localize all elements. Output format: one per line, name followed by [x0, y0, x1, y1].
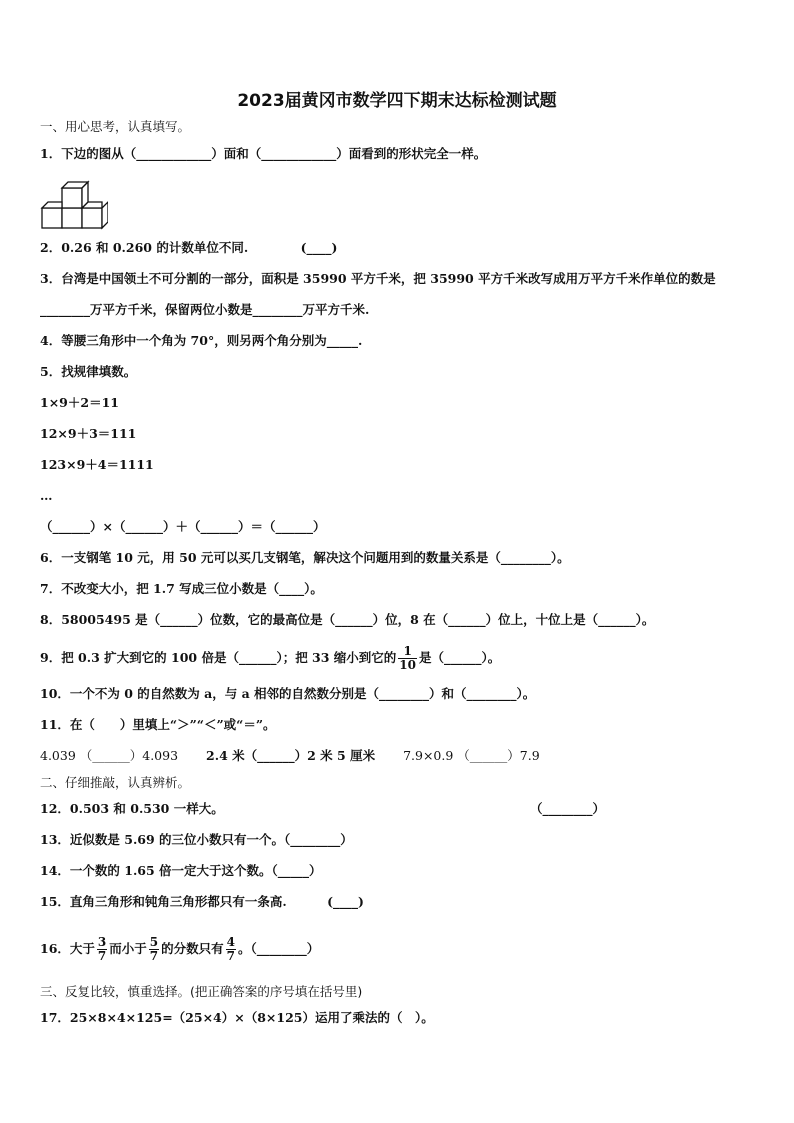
section-2-heading: 二、仔细推敲，认真辨析。	[40, 775, 191, 790]
question-17: 17．25×8×4×125=（25×4）×（8×125）运用了乘法的（ ）。	[40, 1010, 434, 1025]
question-11-items	[40, 747, 540, 765]
question-2	[40, 239, 337, 257]
question-2-text: 2．0.26 和 0.260 的计数单位不同.	[40, 240, 249, 255]
question-13: 13．近似数是 5.69 的三位小数只有一个。（________）	[40, 832, 353, 847]
question-15-text: 15．直角三角形和钝角三角形都只有一条高.	[40, 894, 287, 909]
question-1: 1．下边的图从（____________）面和（____________）面看到的形状完全一样。	[40, 146, 487, 161]
question-12-text: 12．0.503 和 0.530 一样大。	[40, 801, 224, 816]
fraction-one-tenth	[398, 645, 417, 672]
fraction-three-sevenths	[97, 936, 107, 963]
page-title: 2023届黄冈市数学四下期末达标检测试题	[237, 91, 557, 111]
question-9	[40, 641, 500, 675]
question-16-part-4: 。（________）	[238, 941, 320, 956]
fraction-denominator: 10	[399, 658, 416, 672]
pattern-ellipsis: …	[40, 488, 53, 503]
question-16	[40, 932, 319, 966]
fraction-numerator: 5	[149, 935, 159, 949]
compare-item-a: 4.039 （______）4.093	[40, 748, 179, 763]
question-10: 10．一个不为 0 的自然数为 a，与 a 相邻的自然数分别是（________）和（________）。	[40, 686, 536, 701]
fraction-denominator: 7	[149, 949, 159, 963]
section-1-heading: 一、用心思考，认真填写。	[40, 119, 191, 134]
question-12	[40, 800, 610, 818]
pattern-equation-1: 1×9＋2＝11	[40, 395, 119, 410]
compare-item-b: 2.4 米（______）2 米 5 厘米	[206, 748, 376, 763]
fraction-numerator: 1	[398, 645, 417, 659]
question-6: 6．一支钢笔 10 元，用 50 元可以买几支钢笔，解决这个问题用到的数量关系是（________）。	[40, 550, 570, 565]
question-2-answer-blank: (____)	[300, 240, 338, 255]
fraction-denominator: 7	[226, 949, 236, 963]
cube-stack-figure	[40, 178, 108, 230]
question-8: 8．58005495 是（______）位数，它的最高位是（______）位，8 在（______）位上，十位上是（______）。	[40, 612, 655, 627]
pattern-answer-blanks: （______）×（______）＋（______）＝（______）	[40, 519, 326, 534]
question-4: 4．等腰三角形中一个角为 70°，则另两个角分别为_____.	[40, 333, 363, 348]
question-9-part-2: 是（______）。	[419, 650, 501, 665]
fraction-five-sevenths	[149, 936, 159, 963]
question-11: 11．在（ ）里填上“＞”“＜”或“＝”。	[40, 717, 276, 732]
question-7: 7．不改变大小，把 1.7 写成三位小数是（____）。	[40, 581, 323, 596]
question-15	[40, 893, 364, 911]
section-3-heading: 三、反复比较，慎重选择。(把正确答案的序号填在括号里)	[40, 984, 363, 999]
question-3-line-1: 3．台湾是中国领土不可分割的一部分，面积是 35990 平方千米，把 35990 平方千米改写成用万平方千米作单位的数是	[40, 271, 716, 286]
question-9-part-1: 9．把 0.3 扩大到它的 100 倍是（______）；把 33 缩小到它的	[40, 650, 397, 665]
question-5: 5．找规律填数。	[40, 364, 137, 379]
fraction-numerator: 4	[226, 935, 236, 949]
pattern-equation-2: 12×9＋3＝111	[40, 426, 137, 441]
question-16-part-2: 而小于	[109, 941, 147, 956]
question-3-line-2: ________万平方千米，保留两位小数是________万平方千米.	[40, 302, 370, 317]
pattern-equation-3: 123×9＋4＝1111	[40, 457, 154, 472]
question-15-answer-blank: (____)	[327, 894, 364, 909]
compare-item-c: 7.9×0.9 （______）7.9	[403, 748, 540, 763]
question-16-part-1: 16．大于	[40, 941, 95, 956]
fraction-denominator: 7	[97, 949, 107, 963]
question-12-answer-blank: （________）	[530, 801, 606, 816]
question-14: 14．一个数的 1.65 倍一定大于这个数。（_____）	[40, 863, 322, 878]
question-16-part-3: 的分数只有	[161, 941, 224, 956]
fraction-four-sevenths	[226, 936, 236, 963]
fraction-numerator: 3	[97, 935, 107, 949]
